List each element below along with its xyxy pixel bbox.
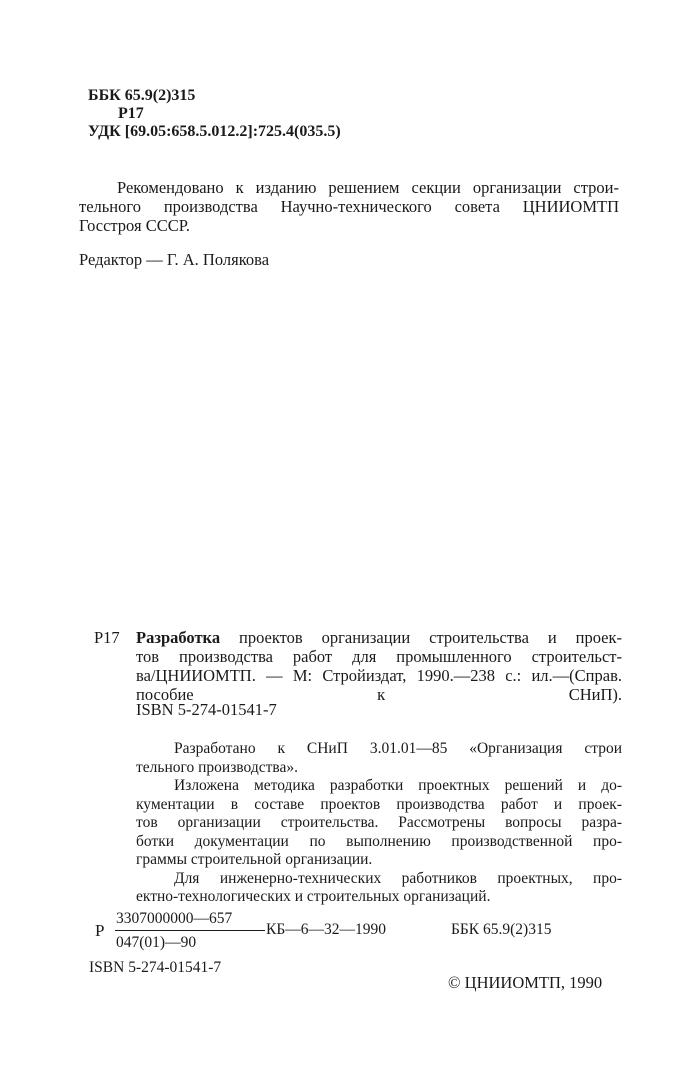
imprint-bbk: ББК 65.9(2)315 xyxy=(451,921,552,938)
bib-line: пособие к СНиП). xyxy=(136,685,622,704)
annotation-line: Для инженерно-технических работников проектных, про- xyxy=(174,869,622,887)
imprint-kb: КБ—6—32—1990 xyxy=(266,921,386,938)
imprint-letter: Р xyxy=(95,921,105,940)
annotation-line: ектно-технологических и строительных организаций. xyxy=(136,888,491,905)
bib-line: тов производства работ для промышленного строительст- xyxy=(136,647,622,666)
bib-line: ва/ЦНИИОМТП. — М: Стройиздат, 1990.—238 с.: ил.—(Справ. xyxy=(136,666,622,685)
annotation-line: тельного производства». xyxy=(136,758,298,776)
annotation-line: ботки документации по выполнению производственной про- xyxy=(136,832,622,850)
annotation-line: тов организации строительства. Рассмотрены вопросы разра- xyxy=(136,814,622,831)
editor-credit: Редактор — Г. А. Полякова xyxy=(79,250,270,269)
imprint-isbn: ISBN 5-274-01541-7 xyxy=(89,959,222,976)
imprint-denominator: 047(01)—90 xyxy=(116,934,197,951)
bib-title-bold: Разработка xyxy=(136,628,221,647)
copyright-notice: © ЦНИИОМТП, 1990 xyxy=(448,973,603,992)
udk-code: УДК [69.05:658.5.012.2]:725.4(035.5) xyxy=(88,123,341,140)
annotation-paragraph xyxy=(136,740,622,907)
recommendation-line: Рекомендовано к изданию решением секции организации строи- xyxy=(117,178,619,197)
fraction-bar xyxy=(115,930,265,931)
recommendation-line: Госстроя СССР. xyxy=(79,216,190,235)
author-mark: Р17 xyxy=(118,105,144,122)
imprint-numerator: 3307000000—657 xyxy=(116,910,233,927)
recommendation-paragraph xyxy=(79,178,619,235)
bbk-code: ББК 65.9(2)315 xyxy=(88,87,196,104)
bib-isbn: ISBN 5-274-01541-7 xyxy=(136,700,277,719)
bib-line: проектов организации строительства и проек- xyxy=(239,628,622,647)
annotation-line: граммы строительной организации. xyxy=(136,851,373,868)
bibliographic-description xyxy=(136,628,622,704)
annotation-line: Разработано к СНиП 3.01.01—85 «Организация строи xyxy=(174,740,622,757)
annotation-line: Изложена методика разработки проектных решений и до- xyxy=(174,777,622,794)
annotation-line: кументации в составе проектов производства работ и проек- xyxy=(136,795,622,813)
recommendation-line: тельного производства Научно-технического совета ЦНИИОМТП xyxy=(79,197,619,216)
bib-code: Р17 xyxy=(94,628,120,647)
bib-first-line xyxy=(136,628,622,647)
